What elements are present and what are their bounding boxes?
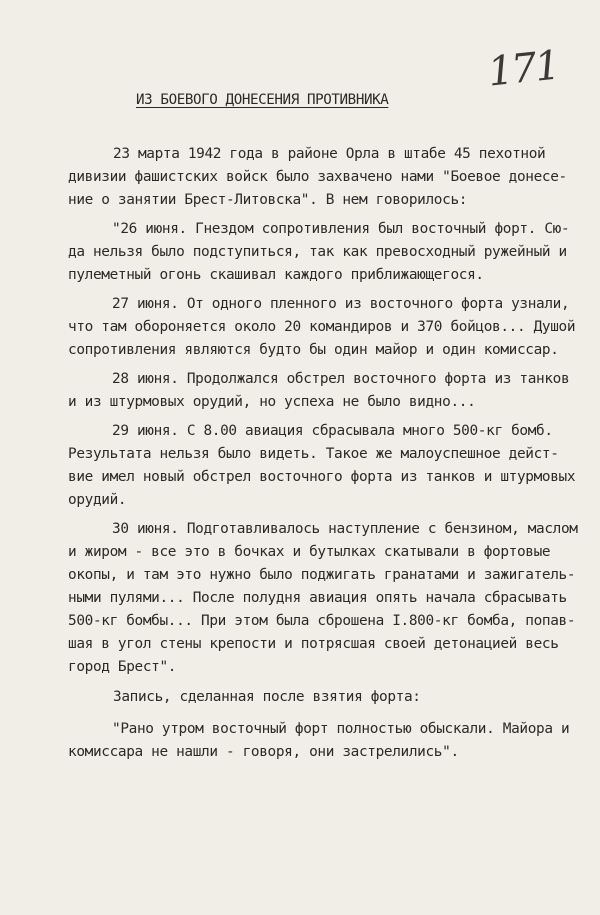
text-line: "26 июня. Гнездом сопротивления был восточный форт. Сю-: [112, 221, 570, 237]
text-line: что там обороняется около 20 командиров и 370 бойцов... Душой: [68, 319, 576, 335]
text-line: 28 июня. Продолжался обстрел восточного форта из танков: [112, 371, 570, 387]
text-line: орудий.: [68, 492, 127, 508]
text-line: ными пулями... После полудня авиация опять начала сбрасывать: [68, 590, 567, 606]
text-line: дивизии фашистских войск было захвачено нами "Боевое донесе-: [68, 169, 567, 185]
text-line: и из штурмовых орудий, но успеха не было видно...: [68, 394, 476, 410]
text-line: "Рано утром восточный форт полностью обыскали. Майора и: [112, 721, 570, 737]
folio-number: 171: [485, 42, 561, 96]
text-line: 500-кг бомбы... При этом была сброшена I.800-кг бомба, попав-: [68, 613, 576, 629]
text-line: 29 июня. С 8.00 авиация сбрасывала много 500-кг бомб.: [112, 423, 553, 439]
document-title: ИЗ БОЕВОГО ДОНЕСЕНИЯ ПРОТИВНИКА: [136, 92, 389, 108]
text-line: вие имел новый обстрел восточного форта из танков и штурмовых: [68, 469, 576, 485]
text-line: шая в угол стены крепости и потрясшая своей детонацией весь: [68, 636, 559, 652]
text-line: Запись, сделанная после взятия форта:: [113, 689, 421, 705]
text-line: да нельзя было подступиться, так как превосходный ружейный и: [68, 244, 567, 260]
text-line: пулеметный огонь скашивал каждого приближающегося.: [68, 267, 484, 283]
text-line: город Брест".: [68, 659, 177, 675]
text-line: окопы, и там это нужно было поджигать гранатами и зажигатель-: [68, 567, 576, 583]
text-line: сопротивления являются будто бы один майор и один комиссар.: [68, 342, 559, 358]
text-line: 30 июня. Подготавливалось наступление с бензином, маслом: [112, 521, 578, 537]
text-line: Результата нельзя было видеть. Такое же малоуспешное дейст-: [68, 446, 559, 462]
text-line: ние о занятии Брест-Литовска". В нем говорилось:: [68, 192, 468, 208]
text-line: 27 июня. От одного пленного из восточного форта узнали,: [112, 296, 570, 312]
text-line: комиссара не нашли - говоря, они застрелились".: [68, 744, 459, 760]
text-line: и жиром - все это в бочках и бутылках скатывали в фортовые: [68, 544, 551, 560]
text-line: 23 марта 1942 года в районе Орла в штабе 45 пехотной: [113, 146, 546, 162]
